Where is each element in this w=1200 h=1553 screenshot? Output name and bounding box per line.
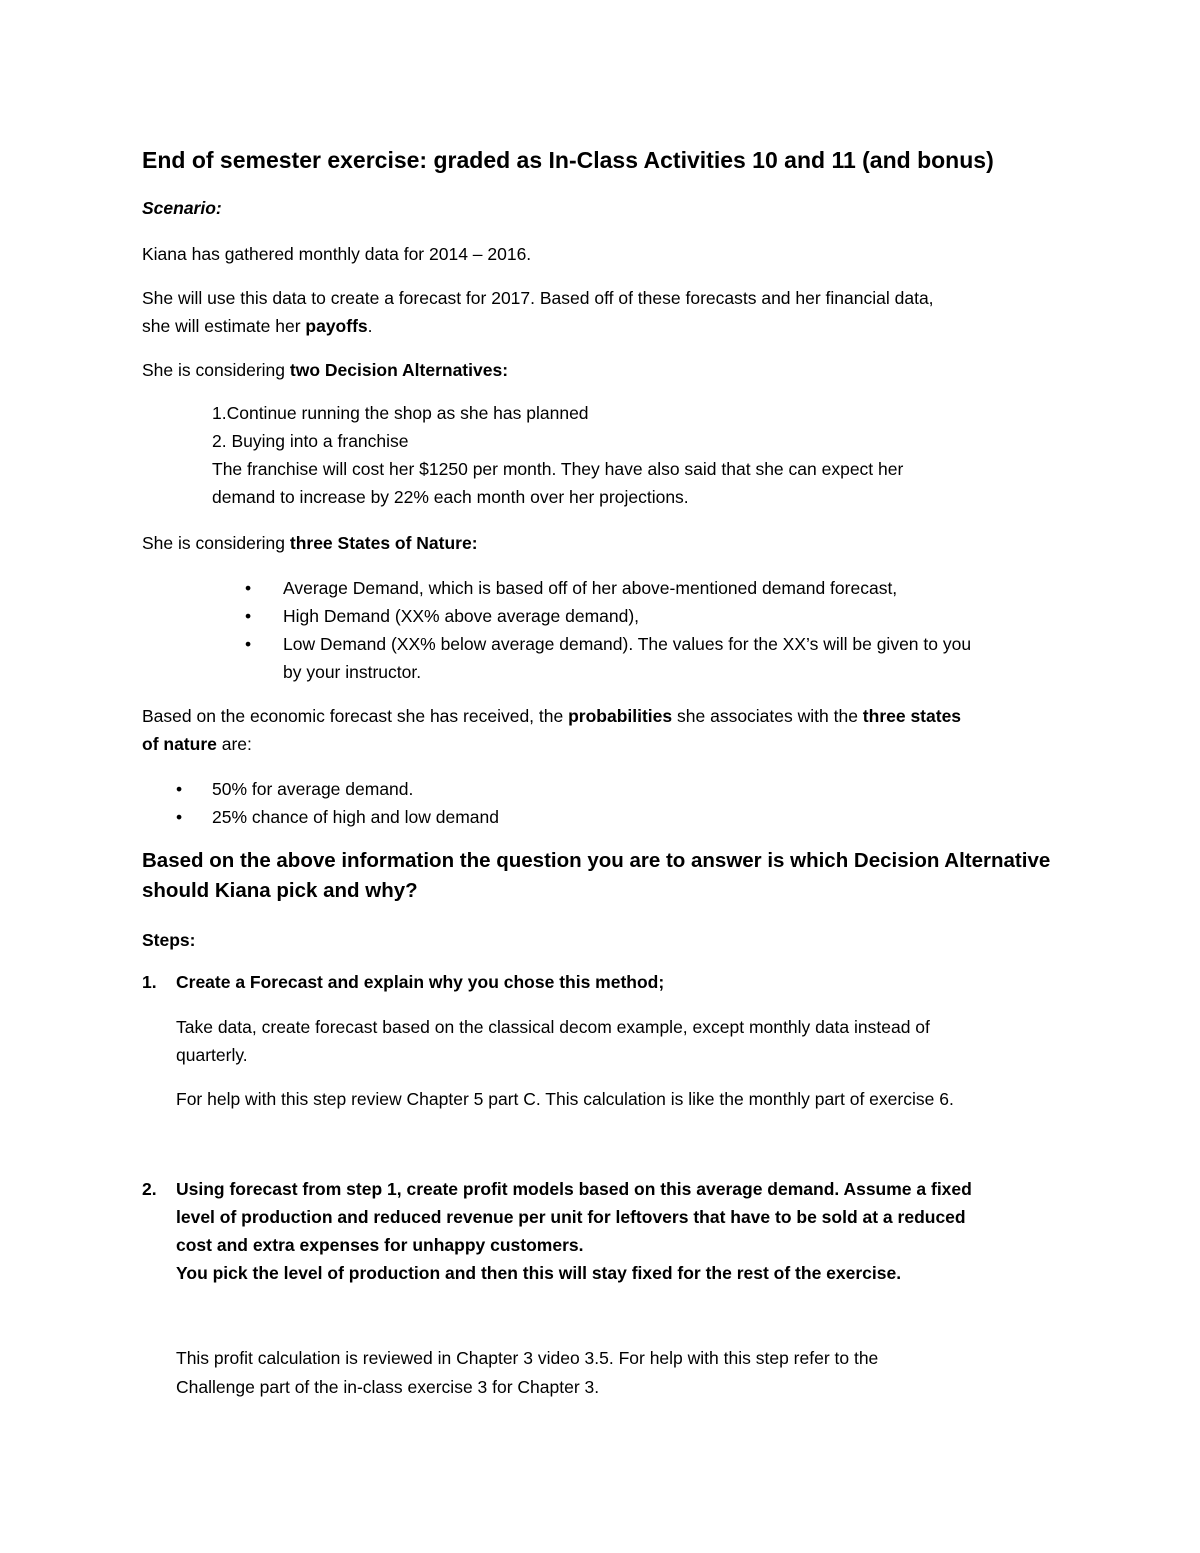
main-question-line2: should Kiana pick and why?	[142, 879, 418, 902]
page-title: End of semester exercise: graded as In-Class Activities 10 and 11 (and bonus)	[142, 147, 994, 173]
step-2-help-line1: This profit calculation is reviewed in Chapter 3 video 3.5. For help with this step refer to the	[176, 1348, 879, 1368]
step-1-paragraph-line2: quarterly.	[176, 1045, 248, 1065]
alternative-2: 2. Buying into a franchise	[212, 431, 409, 451]
alternative-2-detail-line2: demand to increase by 22% each month over her projections.	[212, 487, 689, 507]
paragraph-data-gathered: Kiana has gathered monthly data for 2014 – 2016.	[142, 244, 532, 264]
paragraph-forecast-line2: she will estimate her payoffs.	[142, 316, 373, 336]
step-1-number: 1.	[142, 972, 157, 992]
step-2-help-line2: Challenge part of the in-class exercise 3 for Chapter 3.	[176, 1377, 600, 1397]
scenario-label: Scenario:	[142, 198, 222, 218]
alternative-1: 1.Continue running the shop as she has planned	[212, 403, 589, 423]
state-high: High Demand (XX% above average demand),	[283, 606, 640, 626]
paragraph-probabilities-line2: of nature are:	[142, 734, 252, 754]
state-average: Average Demand, which is based off of her above-mentioned demand forecast,	[283, 578, 898, 598]
step-1-help: For help with this step review Chapter 5 part C. This calculation is like the monthly part of exercise 6.	[176, 1089, 954, 1109]
step-2-line2: level of production and reduced revenue per unit for leftovers that have to be sold at a reduced	[176, 1207, 966, 1227]
bullet-icon: •	[245, 578, 252, 598]
alternative-2-detail-line1: The franchise will cost her $1250 per month. They have also said that she can expect her	[212, 459, 904, 479]
bullet-icon: •	[245, 634, 252, 654]
step-2-line4: You pick the level of production and then this will stay fixed for the rest of the exercise.	[176, 1263, 902, 1283]
step-2-number: 2.	[142, 1179, 157, 1199]
state-low-continued: by your instructor.	[283, 662, 422, 682]
paragraph-decision-alternatives: She is considering two Decision Alternatives:	[142, 360, 509, 380]
bullet-icon: •	[245, 606, 252, 626]
step-1-title: Create a Forecast and explain why you chose this method;	[176, 972, 665, 992]
paragraph-states-of-nature: She is considering three States of Nature:	[142, 533, 478, 553]
main-question-line1: Based on the above information the question you are to answer is which Decision Alternative	[142, 849, 1051, 872]
probability-high-low: 25% chance of high and low demand	[212, 807, 500, 827]
step-2-line3: cost and extra expenses for unhappy customers.	[176, 1235, 584, 1255]
bullet-icon: •	[176, 779, 183, 799]
steps-label: Steps:	[142, 930, 196, 950]
paragraph-probabilities-line1: Based on the economic forecast she has received, the probabilities she associates with the three states	[142, 706, 962, 726]
probability-average: 50% for average demand.	[212, 779, 414, 799]
step-1-paragraph-line1: Take data, create forecast based on the classical decom example, except monthly data instead of	[176, 1017, 930, 1037]
step-2-line1: Using forecast from step 1, create profit models based on this average demand. Assume a fixed	[176, 1179, 972, 1199]
paragraph-forecast-line1: She will use this data to create a forecast for 2017. Based off of these forecasts and her financial data,	[142, 288, 934, 308]
state-low: Low Demand (XX% below average demand). The values for the XX’s will be given to you	[283, 634, 972, 654]
bullet-icon: •	[176, 807, 183, 827]
